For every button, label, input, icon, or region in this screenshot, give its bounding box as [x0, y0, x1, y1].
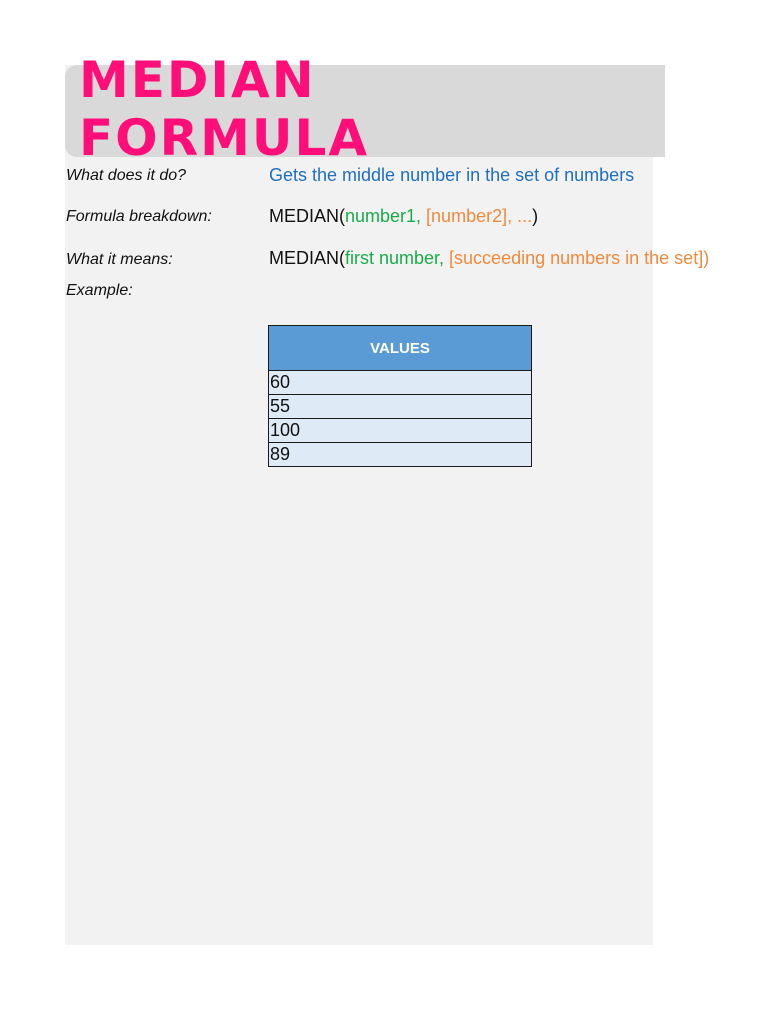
- table-row: [269, 443, 532, 467]
- meaning-function-name: MEDIAN(: [269, 248, 345, 268]
- value-cell[interactable]: 55: [269, 395, 532, 419]
- what-it-means-label: What it means:: [66, 251, 173, 268]
- values-column-header[interactable]: VALUES: [269, 326, 532, 371]
- formula-breakdown-value: [269, 206, 538, 227]
- value-cell[interactable]: 60: [269, 371, 532, 395]
- table-row: [269, 419, 532, 443]
- meaning-optional-argument: [succeeding numbers in the set]): [444, 248, 710, 268]
- title-banner: [65, 51, 665, 167]
- formula-breakdown-label: Formula breakdown:: [66, 208, 212, 225]
- worksheet: [65, 51, 710, 945]
- table-header-row: [269, 326, 532, 371]
- table-row: [269, 395, 532, 419]
- page-title: MEDIAN FORMULA: [79, 51, 370, 167]
- meaning-required-argument: first number,: [345, 248, 445, 268]
- values-table: [268, 325, 532, 467]
- value-cell[interactable]: 100: [269, 419, 532, 443]
- formula-close-paren: ): [532, 206, 539, 226]
- what-does-it-do-value: Gets the middle number in the set of numbers: [269, 165, 635, 185]
- what-it-means-value: [269, 248, 709, 269]
- formula-optional-argument: [number2], ...: [421, 206, 533, 226]
- formula-required-argument: number1,: [345, 206, 422, 226]
- table-row: [269, 371, 532, 395]
- what-does-it-do-label: What does it do?: [66, 167, 187, 184]
- value-cell[interactable]: 89: [269, 443, 532, 467]
- example-label: Example:: [66, 282, 133, 299]
- formula-function-name: MEDIAN(: [269, 206, 345, 226]
